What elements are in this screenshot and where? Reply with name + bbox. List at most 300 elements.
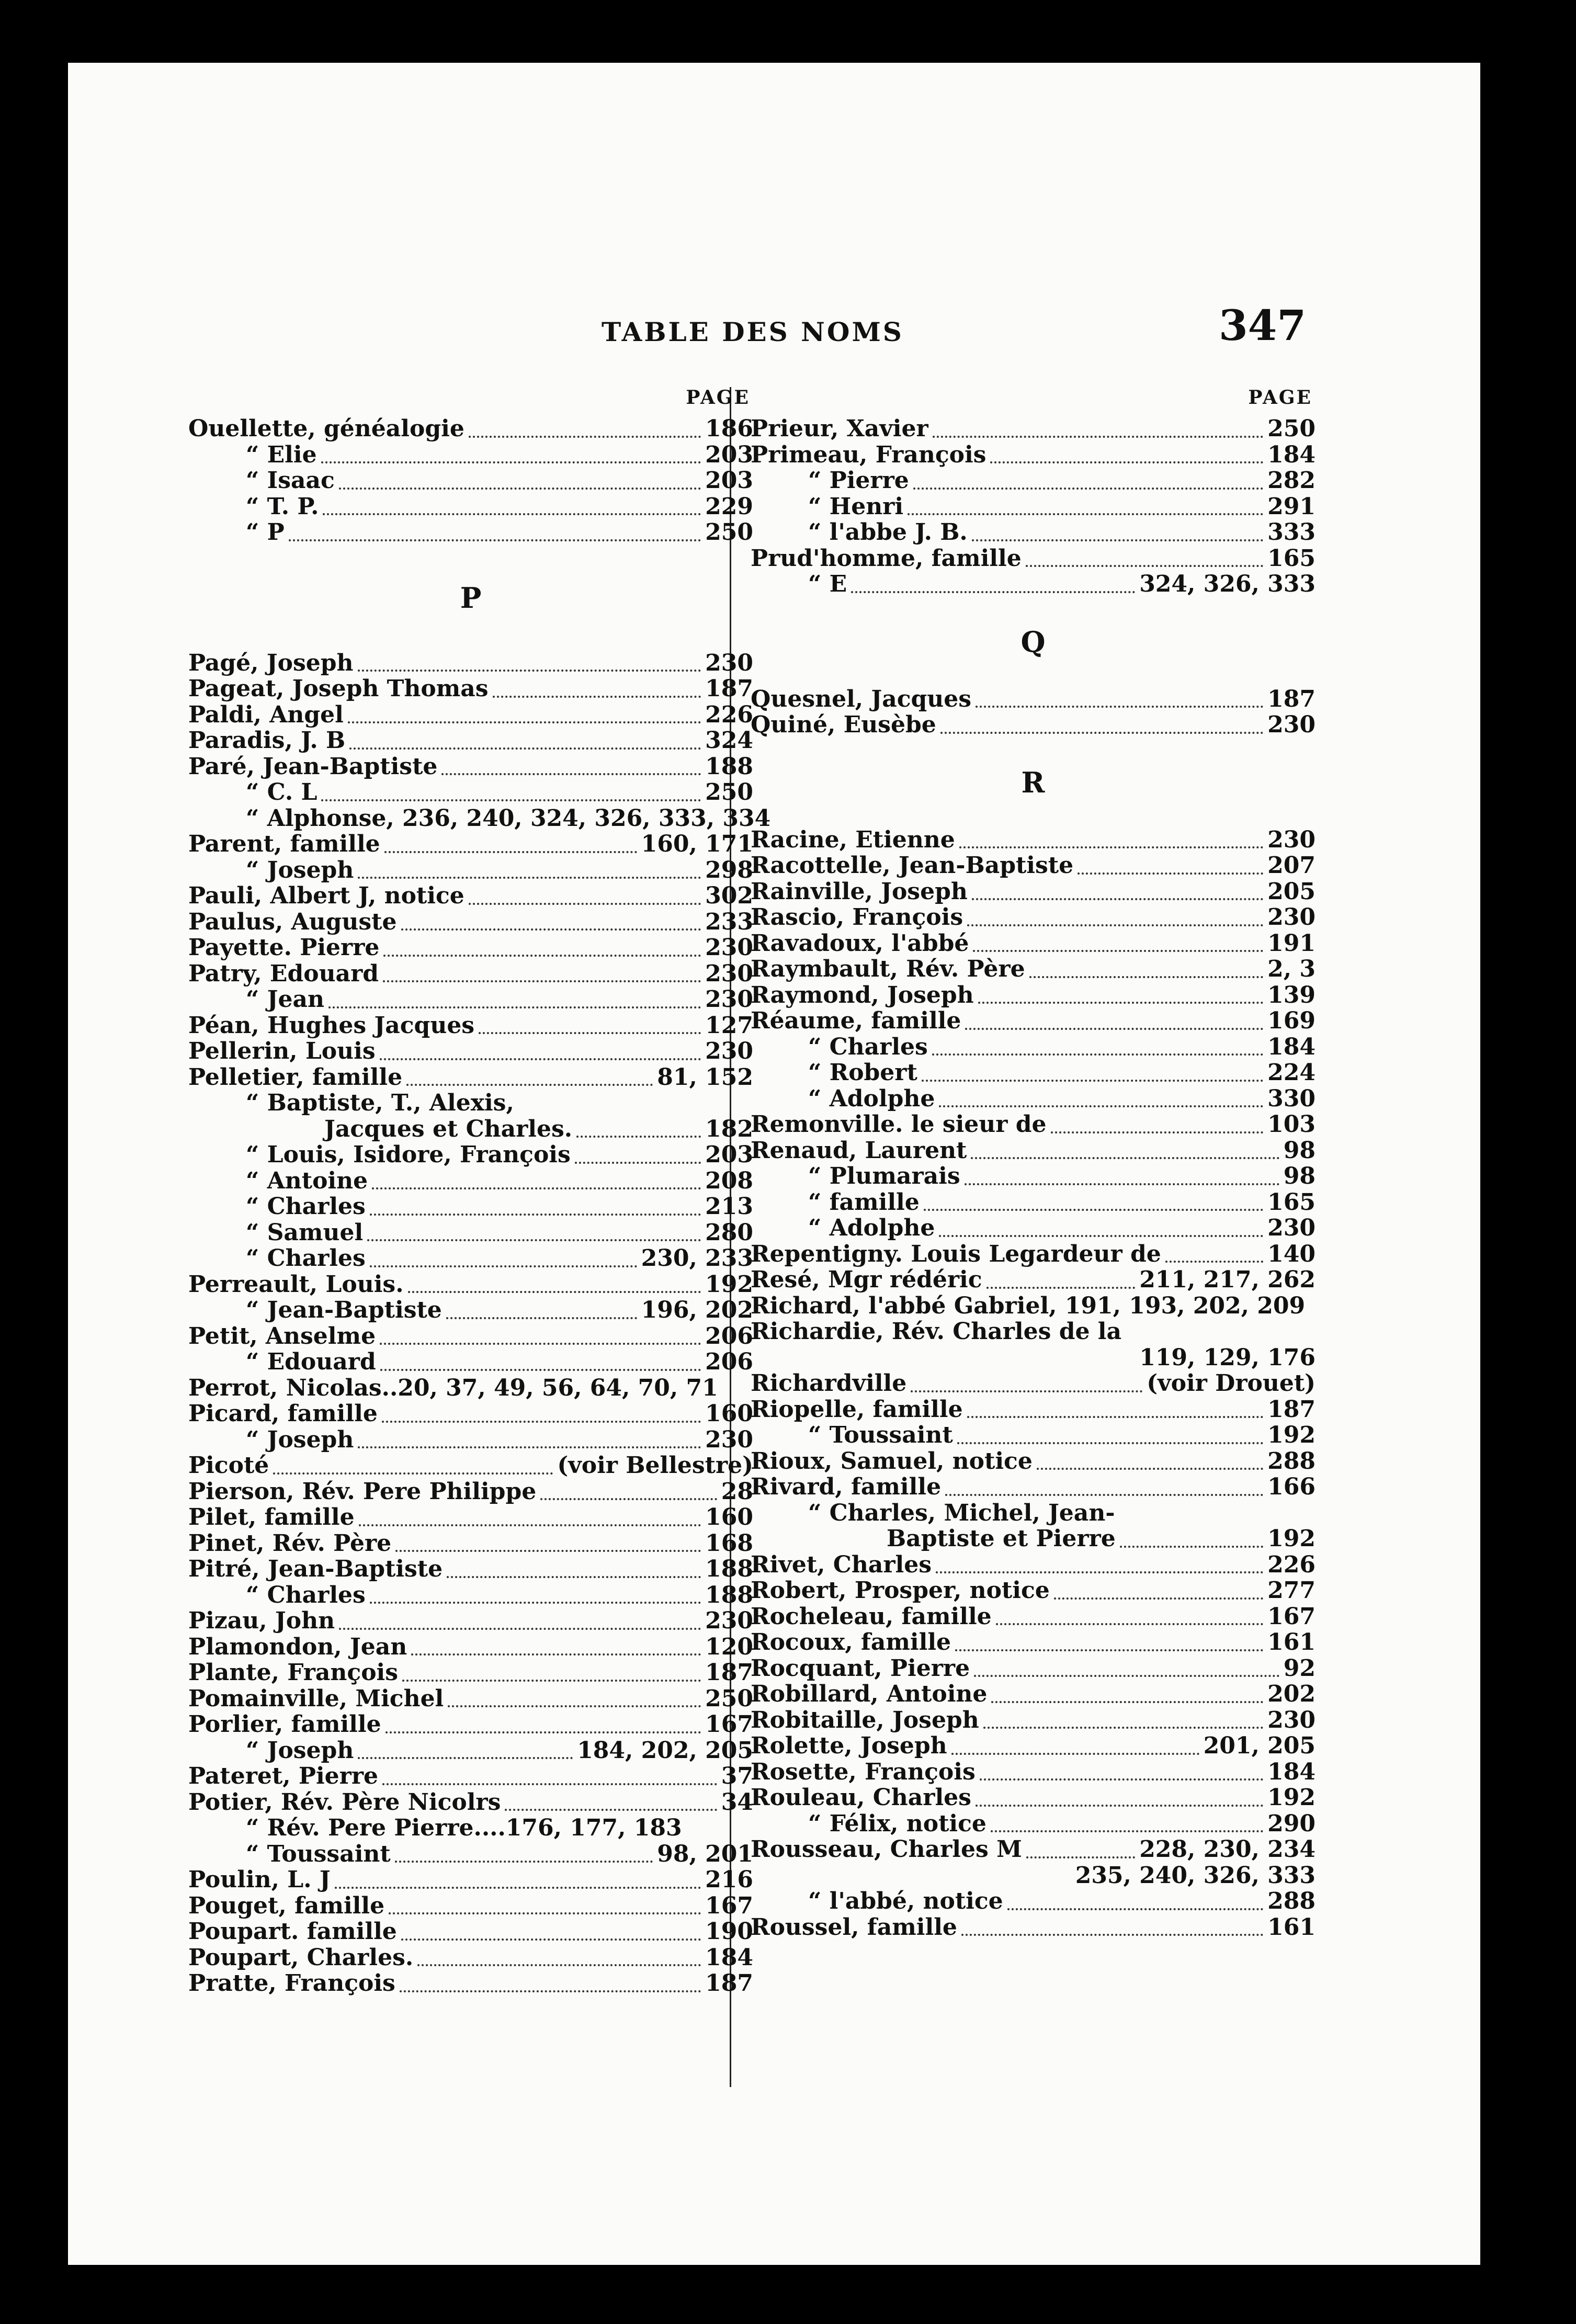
index-entry — [188, 779, 753, 806]
index-entry — [751, 1267, 1316, 1293]
entry-page: 165 — [1267, 1188, 1316, 1216]
index-entry — [188, 1297, 753, 1323]
entry-name: Pomainville, Michel — [188, 1685, 444, 1712]
dot-leader — [686, 1820, 749, 1836]
index-entry — [188, 1272, 753, 1298]
index-entry — [188, 1245, 753, 1272]
dot-leader — [518, 1095, 749, 1111]
entry-page: 229 — [705, 493, 753, 520]
entry-name: Primeau, François — [751, 441, 987, 468]
index-entry — [188, 1453, 753, 1479]
index-entry — [751, 904, 1316, 931]
entry-name: “ Rév. Pere Pierre....176, 177, 183 — [246, 1815, 682, 1841]
index-entry — [751, 1112, 1316, 1138]
entry-name: Rivard, famille — [751, 1473, 942, 1500]
index-entry — [188, 702, 753, 728]
entry-page: 208 — [705, 1167, 753, 1194]
index-entry — [751, 931, 1316, 957]
entry-page: 103 — [1267, 1111, 1316, 1138]
entry-name: “ Adolphe — [808, 1215, 935, 1241]
entry-page: 207 — [1267, 852, 1316, 879]
entry-page: 250 — [705, 779, 753, 806]
index-entry — [188, 1375, 753, 1401]
dot-leader — [382, 1405, 701, 1423]
dot-leader — [924, 1193, 1263, 1211]
entry-page: 203 — [705, 1141, 753, 1168]
dot-leader — [448, 1690, 701, 1707]
entry-page: 230 — [1267, 711, 1316, 738]
index-entry — [751, 1138, 1316, 1164]
dot-leader — [967, 909, 1263, 926]
dot-leader — [349, 732, 701, 750]
dot-leader — [722, 1380, 749, 1396]
entry-name: “ Toussaint — [808, 1422, 953, 1448]
dot-leader — [1037, 1452, 1263, 1470]
entry-name: “ Alphonse, 236, 240, 324, 326, 333, 334 — [246, 804, 771, 832]
index-entry — [751, 1681, 1316, 1707]
index-entry — [188, 1608, 753, 1634]
entry-page: 191 — [1267, 929, 1316, 957]
entry-page: 184 — [705, 1944, 753, 1971]
entry-name: Rosette, François — [751, 1758, 976, 1785]
entry-page: 202 — [1267, 1681, 1316, 1707]
entry-name: Potier, Rév. Père Nicolrs — [188, 1788, 501, 1816]
index-entry — [751, 827, 1316, 853]
dot-leader — [1026, 549, 1263, 567]
entry-page: 235, 240, 326, 333 — [1075, 1862, 1316, 1889]
entry-name: “ Plumarais — [808, 1163, 960, 1189]
dot-leader — [380, 1353, 701, 1371]
dot-leader — [367, 1223, 701, 1241]
entry-name: Renaud, Laurent — [751, 1137, 967, 1164]
entry-name: “ Félix, notice — [808, 1810, 987, 1837]
entry-name: “ Joseph — [246, 1426, 354, 1453]
entry-name: Rascio, François — [751, 904, 963, 931]
index-entry — [188, 1038, 753, 1064]
dot-leader — [939, 1090, 1263, 1107]
dot-leader — [469, 887, 701, 905]
dot-leader — [370, 1250, 637, 1267]
index-entry — [751, 1319, 1316, 1345]
index-entry — [188, 1504, 753, 1531]
index-entry — [751, 546, 1316, 572]
left-column — [188, 379, 771, 1997]
index-entry — [188, 804, 771, 832]
index-entry — [188, 728, 753, 754]
index-entry — [751, 1293, 1316, 1319]
index-entry — [751, 1526, 1316, 1552]
dot-leader — [383, 965, 701, 982]
entry-page: 98 — [1283, 1163, 1316, 1189]
entry-page: 98, 201 — [657, 1840, 753, 1867]
entry-page: 324 — [705, 727, 753, 754]
entry-page: 230 — [705, 1426, 753, 1453]
dot-leader — [965, 1167, 1279, 1185]
index-block — [188, 649, 771, 1997]
entry-page: 226 — [1267, 1551, 1316, 1578]
entry-name: “ Robert — [808, 1059, 917, 1086]
entry-name: “ Henri — [808, 493, 904, 520]
entry-page: 230 — [1267, 826, 1316, 853]
index-entry — [751, 956, 1316, 982]
entry-name: “ Adolphe — [808, 1085, 935, 1112]
index-entry — [751, 1836, 1316, 1863]
entry-name: Poupart, Charles. — [188, 1944, 414, 1971]
index-entry — [751, 1500, 1316, 1526]
entry-page: 187 — [1267, 685, 1316, 712]
entry-page: 160 — [705, 1504, 753, 1531]
index-entry — [751, 1707, 1316, 1733]
entry-page: 190 — [705, 1918, 753, 1945]
dot-leader — [335, 1871, 701, 1889]
dot-leader — [1051, 1116, 1264, 1133]
entry-page: 2, 3 — [1267, 956, 1316, 982]
entry-page: 196, 202 — [641, 1297, 753, 1323]
index-entry — [188, 1116, 753, 1142]
entry-name: “ l'abbe J. B. — [808, 519, 968, 546]
dot-leader — [395, 1845, 653, 1863]
dot-leader — [967, 1400, 1264, 1418]
dot-leader — [417, 1948, 701, 1966]
entry-name: Racine, Etienne — [751, 826, 955, 853]
entry-name: Pratte, François — [188, 1970, 395, 1997]
index-entry — [751, 1370, 1316, 1397]
index-entry — [751, 1914, 1316, 1941]
entry-name: “ famille — [808, 1188, 920, 1216]
dot-leader — [972, 524, 1263, 541]
entry-name: Pellerin, Louis — [188, 1038, 376, 1064]
entry-name: Robitaille, Joseph — [751, 1706, 979, 1733]
entry-page: 230 — [705, 1038, 753, 1064]
entry-page: 250 — [705, 519, 753, 546]
entry-page: 333 — [1267, 519, 1316, 546]
dot-leader — [380, 1042, 701, 1060]
dot-leader — [370, 1198, 701, 1216]
entry-page: 213 — [705, 1193, 753, 1220]
dot-leader — [401, 913, 701, 931]
entry-page: 226 — [705, 701, 753, 728]
entry-name: Pelletier, famille — [188, 1063, 403, 1091]
page-header — [68, 301, 1480, 364]
entry-page: 203 — [705, 467, 753, 494]
index-entry — [188, 1349, 753, 1375]
index-entry — [751, 1888, 1316, 1914]
dot-leader — [1120, 1530, 1263, 1548]
dot-leader — [469, 420, 701, 438]
dot-leader — [936, 1556, 1263, 1573]
index-entry — [751, 853, 1316, 879]
index-entry — [751, 1189, 1316, 1216]
entry-page: 192 — [1267, 1422, 1316, 1448]
dot-leader — [978, 986, 1264, 1004]
index-entry — [188, 1427, 753, 1453]
dot-leader — [273, 1457, 553, 1475]
index-entry — [751, 468, 1316, 494]
dot-leader — [446, 1301, 637, 1319]
index-entry — [188, 961, 753, 987]
dot-leader — [348, 706, 701, 723]
entry-name: Richardville — [751, 1370, 907, 1397]
entry-page: 167 — [705, 1711, 753, 1738]
entry-name: Resé, Mgr rédéric — [751, 1266, 982, 1293]
entry-name: Raymbault, Rév. Père — [751, 956, 1025, 982]
index-entry — [751, 494, 1316, 520]
index-entry — [188, 935, 753, 961]
entry-page: 233 — [705, 908, 753, 935]
index-entry — [188, 987, 753, 1013]
entry-name: Ouellette, généalogie — [188, 415, 464, 442]
page-number: 347 — [1219, 301, 1306, 350]
entry-name: “ Charles, Michel, Jean- — [808, 1499, 1115, 1526]
entry-page: 192 — [705, 1271, 753, 1298]
entry-page: 302 — [705, 882, 753, 909]
index-entry — [188, 1013, 753, 1039]
entry-name: Pizau, John — [188, 1607, 335, 1634]
entry-name: “ Jean — [246, 986, 324, 1013]
dot-leader — [406, 1068, 653, 1086]
dot-leader — [382, 1767, 717, 1785]
index-entry — [188, 1867, 753, 1893]
index-entry — [751, 442, 1316, 468]
dot-leader — [359, 1509, 701, 1526]
entry-name: Poulin, L. J — [188, 1866, 331, 1893]
dot-leader — [911, 1375, 1142, 1392]
entry-page: 168 — [705, 1529, 753, 1557]
dot-leader — [990, 446, 1263, 463]
dot-leader — [380, 1327, 701, 1345]
entry-name: Racottelle, Jean-Baptiste — [751, 852, 1074, 879]
index-entry — [188, 1090, 753, 1116]
entry-page: 288 — [1267, 1888, 1316, 1914]
entry-page: 228, 230, 234 — [1139, 1836, 1316, 1863]
entry-name: “ C. L — [246, 779, 318, 806]
index-entry — [751, 571, 1316, 597]
index-entry — [188, 1738, 753, 1764]
index-entry — [751, 1215, 1316, 1241]
entry-name: “ P — [246, 519, 285, 546]
entry-name: “ Samuel — [246, 1219, 364, 1246]
entry-page: 288 — [1267, 1447, 1316, 1475]
entry-page: 280 — [705, 1219, 753, 1246]
index-entry — [751, 1448, 1316, 1475]
index-entry — [751, 1034, 1316, 1060]
entry-page: 188 — [705, 753, 753, 780]
index-entry — [751, 1785, 1316, 1811]
entry-name: Roussel, famille — [751, 1913, 957, 1941]
dot-leader — [479, 1016, 701, 1034]
entry-page: 230 — [1267, 1706, 1316, 1733]
index-entry — [751, 1397, 1316, 1423]
index-entry — [188, 1064, 753, 1091]
dot-leader — [370, 1586, 701, 1604]
dot-leader — [358, 861, 701, 879]
entry-page: 324, 326, 333 — [1139, 571, 1316, 597]
index-entry — [188, 1893, 753, 1919]
entry-page: 298 — [705, 856, 753, 883]
index-entry — [188, 1194, 753, 1220]
dot-leader — [996, 1607, 1263, 1625]
index-entry — [188, 416, 753, 442]
index-entry — [751, 1241, 1316, 1267]
dot-leader — [980, 1763, 1263, 1781]
entry-name: “ Joseph — [246, 856, 354, 883]
entry-name: Perreault, Louis. — [188, 1271, 404, 1298]
entry-page: 205 — [1267, 878, 1316, 905]
index-entry — [751, 1629, 1316, 1656]
entry-page: 160, 171 — [641, 831, 753, 857]
section-letter: R — [1021, 765, 1045, 799]
index-entry — [751, 879, 1316, 905]
entry-page: 81, 152 — [657, 1063, 753, 1091]
entry-page: 201, 205 — [1203, 1732, 1316, 1759]
entry-page: 166 — [1267, 1473, 1316, 1500]
entry-name: Pinet, Rév. Père — [188, 1529, 392, 1557]
entry-name: “ Edouard — [246, 1348, 376, 1375]
entry-name: Prieur, Xavier — [751, 415, 928, 442]
entry-page: 160 — [705, 1400, 753, 1427]
index-block — [188, 416, 753, 546]
index-entry — [751, 1552, 1316, 1578]
index-entry — [188, 1634, 753, 1660]
index-entry — [188, 883, 753, 909]
dot-leader — [493, 680, 701, 698]
entry-name: Pouget, famille — [188, 1892, 385, 1919]
dot-leader — [1165, 1245, 1263, 1263]
dot-leader — [321, 784, 701, 801]
dot-leader — [575, 1146, 701, 1164]
dot-leader — [991, 1685, 1263, 1703]
entry-page: 92 — [1283, 1654, 1316, 1682]
entry-name: Raymond, Joseph — [751, 981, 974, 1008]
entry-page: 161 — [1267, 1913, 1316, 1941]
index-entry — [751, 1578, 1316, 1604]
entry-name: “ T. P. — [246, 493, 319, 520]
index-entry — [188, 676, 753, 702]
index-entry — [188, 1401, 753, 1427]
entry-page: 184 — [1267, 1033, 1316, 1060]
index-entry — [188, 909, 753, 935]
entry-name: Petit, Anselme — [188, 1322, 376, 1350]
index-entry — [188, 442, 753, 468]
dot-leader — [959, 831, 1263, 848]
entry-page: 330 — [1267, 1085, 1316, 1112]
entry-name: “ Antoine — [246, 1167, 368, 1194]
entry-page: 230 — [705, 934, 753, 961]
entry-name: Quiné, Eusèbe — [751, 711, 936, 738]
dot-leader — [1029, 960, 1264, 978]
entry-page: 250 — [705, 1685, 753, 1712]
dot-leader — [1026, 1841, 1135, 1858]
entry-page: 169 — [1267, 1007, 1316, 1034]
dot-leader — [576, 1120, 701, 1138]
dot-leader — [339, 472, 701, 490]
entry-page: 211, 217, 262 — [1139, 1266, 1316, 1293]
index-entry — [751, 1759, 1316, 1785]
entry-name: Quesnel, Jacques — [751, 685, 972, 712]
entry-name: Pateret, Pierre — [188, 1763, 379, 1789]
entry-page: 187 — [1267, 1396, 1316, 1423]
index-entry — [188, 1711, 753, 1738]
entry-name: “ Joseph — [246, 1737, 354, 1764]
dot-leader — [1126, 1324, 1311, 1340]
index-entry — [188, 1686, 753, 1712]
entry-name: “ Charles — [246, 1193, 366, 1220]
index-entry — [751, 712, 1316, 738]
entry-name: “ Elie — [246, 441, 317, 468]
entry-page: 230 — [705, 986, 753, 1013]
entry-name: Pagé, Joseph — [188, 649, 354, 676]
section-letter: P — [460, 581, 482, 615]
index-entry — [188, 1323, 753, 1350]
entry-name: Rouleau, Charles — [751, 1784, 971, 1811]
entry-name: “ Louis, Isidore, François — [246, 1141, 571, 1168]
dot-leader — [505, 1793, 717, 1811]
dot-leader — [971, 1141, 1279, 1159]
dot-leader — [951, 1737, 1199, 1755]
entry-page: 230, 233 — [641, 1245, 753, 1272]
entry-name: Rousseau, Charles M — [751, 1836, 1022, 1863]
dot-leader — [323, 497, 701, 515]
entry-name: Richard, l'abbé Gabriel, 191, 193, 202, 209 — [751, 1292, 1306, 1319]
dot-leader — [395, 1534, 701, 1552]
entry-name: Jacques et Charles. — [324, 1115, 573, 1142]
entry-page: 291 — [1267, 493, 1316, 520]
entry-page: 230 — [1267, 904, 1316, 931]
entry-name: Plante, François — [188, 1659, 399, 1686]
entry-name: Plamondon, Jean — [188, 1633, 407, 1660]
index-entry — [188, 468, 753, 494]
entry-name: Pitré, Jean-Baptiste — [188, 1556, 443, 1582]
index-entry — [751, 982, 1316, 1008]
index-entry — [188, 650, 753, 676]
entry-page: 230 — [705, 960, 753, 987]
dot-leader — [976, 1789, 1263, 1807]
index-block — [751, 827, 1316, 1941]
entry-page: 230 — [1267, 1215, 1316, 1241]
index-block — [751, 686, 1316, 738]
entry-name: Rioux, Samuel, notice — [751, 1447, 1033, 1475]
index-entry — [188, 1220, 753, 1246]
dot-leader — [955, 1634, 1263, 1651]
entry-name: Remonville. le sieur de — [751, 1111, 1047, 1138]
entry-name: “ Charles — [246, 1581, 366, 1608]
index-entry — [188, 1660, 753, 1686]
dot-leader — [945, 1478, 1263, 1496]
entry-name: Rocoux, famille — [751, 1629, 951, 1656]
entry-name: Patry, Edouard — [188, 960, 379, 987]
entry-name: “ E — [808, 571, 847, 597]
index-entry — [751, 1474, 1316, 1500]
entry-page: 127 — [705, 1012, 753, 1039]
entry-name: Péan, Hughes Jacques — [188, 1012, 475, 1039]
dot-leader — [389, 1897, 701, 1914]
entry-name: Porlier, famille — [188, 1711, 381, 1738]
index-entry — [751, 1656, 1316, 1682]
dot-leader — [922, 1064, 1263, 1082]
index-entry — [188, 1919, 753, 1945]
dot-leader — [974, 1659, 1279, 1677]
entry-name: Repentigny. Louis Legardeur de — [751, 1240, 1161, 1267]
entry-name: Picard, famille — [188, 1400, 378, 1427]
index-entry — [188, 1168, 753, 1194]
dot-leader — [540, 1482, 717, 1500]
entry-name: Rolette, Joseph — [751, 1732, 947, 1759]
entry-name: Rainville, Joseph — [751, 878, 968, 905]
entry-name: Payette. Pierre — [188, 934, 380, 961]
entry-page: 187 — [705, 675, 753, 702]
entry-name: Riopelle, famille — [751, 1396, 963, 1423]
dot-leader — [339, 1612, 701, 1630]
